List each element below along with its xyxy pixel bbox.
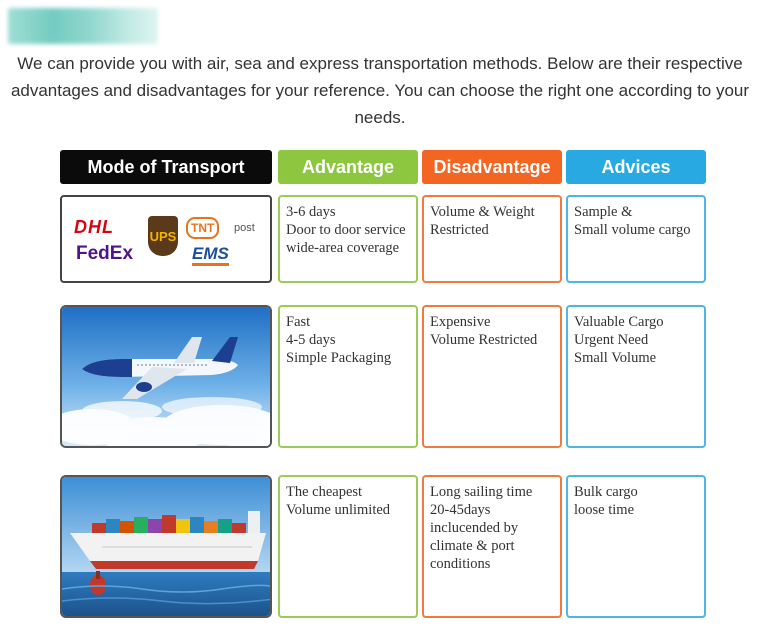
- header-mode-of-transport: Mode of Transport: [60, 150, 272, 184]
- header-disadvantage: Disadvantage: [422, 150, 562, 184]
- container-ship-image: [60, 475, 272, 618]
- blurred-heading: [8, 8, 158, 44]
- row-express-advantage: 3-6 days Door to door service wide-area coverage: [278, 195, 418, 283]
- row-sea-advantage: The cheapest Volume unlimited: [278, 475, 418, 618]
- fedex-logo: FedEx: [76, 243, 134, 264]
- row-express-disadvantage: Volume & Weight Restricted: [422, 195, 562, 283]
- header-advices: Advices: [566, 150, 706, 184]
- dhl-logo: DHL: [74, 217, 114, 237]
- row-sea-disadvantage: Long sailing time 20-45days inclucended by climate & port conditions: [422, 475, 562, 618]
- express-logos-panel: [60, 195, 272, 283]
- row-air-disadvantage: Expensive Volume Restricted: [422, 305, 562, 448]
- intro-paragraph: We can provide you with air, sea and express transportation methods. Below are their respective advantages and disadvantages for your reference. You can choose the right one according to your needs.: [10, 54, 750, 127]
- row-express-advices: Sample & Small volume cargo: [566, 195, 706, 283]
- header-advantage: Advantage: [278, 150, 418, 184]
- ups-logo: UPS: [148, 216, 178, 256]
- tnt-logo: TNT: [186, 217, 219, 239]
- row-air-advantage: Fast 4-5 days Simple Packaging: [278, 305, 418, 448]
- post-logo: post: [234, 222, 255, 234]
- row-air-advices: Valuable Cargo Urgent Need Small Volume: [566, 305, 706, 448]
- row-sea-advices: Bulk cargo loose time: [566, 475, 706, 618]
- airplane-image: [60, 305, 272, 448]
- ems-logo: EMS: [192, 245, 229, 266]
